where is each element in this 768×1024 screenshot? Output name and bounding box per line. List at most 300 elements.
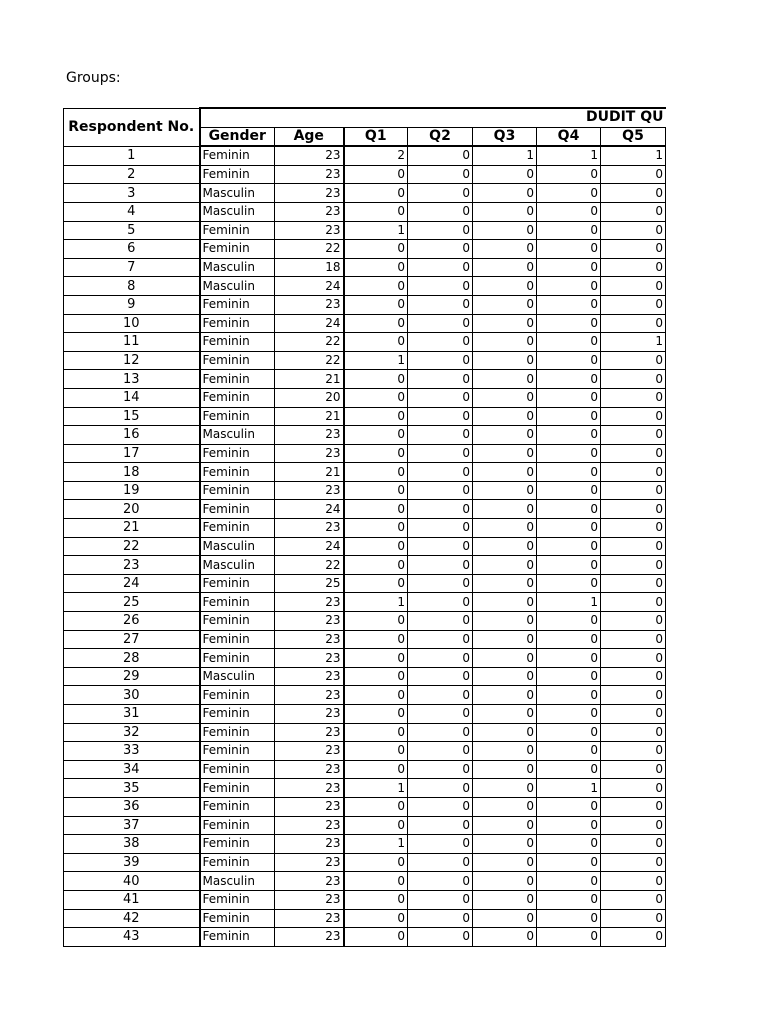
q2-cell: 0 — [408, 779, 473, 798]
respondent-no-cell: 12 — [64, 351, 200, 370]
table-row — [64, 240, 666, 259]
q3-cell: 0 — [473, 240, 537, 259]
q2-cell: 0 — [408, 816, 473, 835]
respondent-no-cell: 5 — [64, 221, 200, 240]
table-row — [64, 649, 666, 668]
q2-cell: 0 — [408, 667, 473, 686]
q1-cell: 0 — [344, 612, 408, 631]
age-cell: 21 — [275, 407, 344, 426]
q2-cell: 0 — [408, 612, 473, 631]
q2-cell: 0 — [408, 314, 473, 333]
q1-cell: 0 — [344, 519, 408, 538]
q4-cell: 0 — [537, 221, 601, 240]
table-row — [64, 407, 666, 426]
respondent-no-cell: 14 — [64, 388, 200, 407]
table-row — [64, 612, 666, 631]
groups-label: Groups: — [66, 70, 121, 86]
q5-cell: 0 — [601, 872, 666, 891]
q4-cell: 0 — [537, 407, 601, 426]
q5-cell: 0 — [601, 667, 666, 686]
q4-cell: 0 — [537, 909, 601, 928]
q5-cell: 0 — [601, 277, 666, 296]
q5-cell: 0 — [601, 537, 666, 556]
respondent-no-cell: 43 — [64, 928, 200, 947]
respondent-no-cell: 1 — [64, 146, 200, 165]
age-cell: 23 — [275, 667, 344, 686]
q3-cell: 0 — [473, 909, 537, 928]
q2-cell: 0 — [408, 556, 473, 575]
respondent-no-cell: 36 — [64, 797, 200, 816]
table-row — [64, 928, 666, 947]
q1-cell: 1 — [344, 779, 408, 798]
q4-cell: 0 — [537, 295, 601, 314]
respondent-no-cell: 25 — [64, 593, 200, 612]
q1-cell: 0 — [344, 295, 408, 314]
q5-cell: 0 — [601, 500, 666, 519]
q3-cell: 0 — [473, 333, 537, 352]
q3-cell: 0 — [473, 853, 537, 872]
q2-cell: 0 — [408, 463, 473, 482]
q1-cell: 0 — [344, 184, 408, 203]
respondent-no-cell: 15 — [64, 407, 200, 426]
q3-cell: 0 — [473, 816, 537, 835]
age-cell: 23 — [275, 649, 344, 668]
gender-cell: Feminin — [200, 444, 275, 463]
q4-cell: 0 — [537, 481, 601, 500]
q3-cell: 0 — [473, 184, 537, 203]
q1-cell: 0 — [344, 426, 408, 445]
table-row — [64, 537, 666, 556]
q5-cell: 0 — [601, 184, 666, 203]
q3-cell: 0 — [473, 221, 537, 240]
gender-cell: Feminin — [200, 351, 275, 370]
q1-cell: 2 — [344, 146, 408, 165]
age-cell: 23 — [275, 481, 344, 500]
q1-cell: 0 — [344, 444, 408, 463]
age-cell: 23 — [275, 202, 344, 221]
q1-cell: 0 — [344, 500, 408, 519]
q1-cell: 0 — [344, 388, 408, 407]
gender-cell: Feminin — [200, 909, 275, 928]
respondent-no-cell: 32 — [64, 723, 200, 742]
q3-cell: 0 — [473, 519, 537, 538]
gender-cell: Masculin — [200, 556, 275, 575]
q4-cell: 0 — [537, 277, 601, 296]
gender-cell: Feminin — [200, 928, 275, 947]
age-cell: 23 — [275, 295, 344, 314]
gender-cell: Feminin — [200, 574, 275, 593]
q4-cell: 0 — [537, 890, 601, 909]
q4-cell: 0 — [537, 686, 601, 705]
q3-cell: 0 — [473, 295, 537, 314]
q3-cell: 0 — [473, 630, 537, 649]
q5-cell: 0 — [601, 816, 666, 835]
table-row — [64, 556, 666, 575]
q2-cell: 0 — [408, 426, 473, 445]
q1-cell: 1 — [344, 221, 408, 240]
q1-cell: 0 — [344, 928, 408, 947]
q2-cell: 0 — [408, 928, 473, 947]
gender-cell: Feminin — [200, 760, 275, 779]
respondent-no-cell: 41 — [64, 890, 200, 909]
table-row — [64, 295, 666, 314]
q3-cell: 0 — [473, 760, 537, 779]
q3-cell: 0 — [473, 407, 537, 426]
q1-cell: 0 — [344, 202, 408, 221]
q5-cell: 0 — [601, 593, 666, 612]
q5-cell: 0 — [601, 258, 666, 277]
q4-cell: 0 — [537, 388, 601, 407]
q5-cell: 0 — [601, 705, 666, 724]
gender-cell: Feminin — [200, 370, 275, 389]
respondent-no-cell: 11 — [64, 333, 200, 352]
q1-cell: 0 — [344, 909, 408, 928]
header-q4: Q4 — [537, 127, 601, 146]
gender-cell: Masculin — [200, 537, 275, 556]
q3-cell: 0 — [473, 705, 537, 724]
respondent-no-cell: 17 — [64, 444, 200, 463]
q3-cell: 0 — [473, 779, 537, 798]
table-row — [64, 463, 666, 482]
q2-cell: 0 — [408, 519, 473, 538]
gender-cell: Feminin — [200, 481, 275, 500]
respondent-no-cell: 9 — [64, 295, 200, 314]
q5-cell: 0 — [601, 612, 666, 631]
respondent-no-cell: 13 — [64, 370, 200, 389]
table-row — [64, 686, 666, 705]
q4-cell: 0 — [537, 165, 601, 184]
age-cell: 23 — [275, 221, 344, 240]
age-cell: 23 — [275, 146, 344, 165]
q1-cell: 0 — [344, 630, 408, 649]
gender-cell: Masculin — [200, 277, 275, 296]
respondent-no-cell: 24 — [64, 574, 200, 593]
q5-cell: 0 — [601, 574, 666, 593]
q1-cell: 0 — [344, 537, 408, 556]
q3-cell: 0 — [473, 258, 537, 277]
gender-cell: Feminin — [200, 686, 275, 705]
respondent-no-cell: 3 — [64, 184, 200, 203]
table-row — [64, 202, 666, 221]
respondent-no-cell: 21 — [64, 519, 200, 538]
q3-cell: 0 — [473, 556, 537, 575]
table-row — [64, 277, 666, 296]
respondent-no-cell: 19 — [64, 481, 200, 500]
q2-cell: 0 — [408, 723, 473, 742]
gender-cell: Masculin — [200, 202, 275, 221]
q1-cell: 0 — [344, 853, 408, 872]
respondent-no-cell: 38 — [64, 835, 200, 854]
header-q3: Q3 — [473, 127, 537, 146]
q3-cell: 0 — [473, 928, 537, 947]
q3-cell: 1 — [473, 146, 537, 165]
header-respondent-no: Respondent No. — [64, 108, 200, 146]
table-row — [64, 890, 666, 909]
q5-cell: 0 — [601, 760, 666, 779]
q5-cell: 0 — [601, 388, 666, 407]
table-row — [64, 519, 666, 538]
table-row — [64, 444, 666, 463]
gender-cell: Feminin — [200, 742, 275, 761]
q3-cell: 0 — [473, 277, 537, 296]
q5-cell: 0 — [601, 519, 666, 538]
respondent-no-cell: 10 — [64, 314, 200, 333]
q4-cell: 0 — [537, 723, 601, 742]
q2-cell: 0 — [408, 649, 473, 668]
q4-cell: 0 — [537, 556, 601, 575]
respondent-no-cell: 28 — [64, 649, 200, 668]
q4-cell: 0 — [537, 463, 601, 482]
q4-cell: 0 — [537, 184, 601, 203]
q3-cell: 0 — [473, 890, 537, 909]
q4-cell: 0 — [537, 649, 601, 668]
q3-cell: 0 — [473, 649, 537, 668]
age-cell: 23 — [275, 742, 344, 761]
q1-cell: 0 — [344, 370, 408, 389]
table-row — [64, 835, 666, 854]
header-age: Age — [275, 127, 344, 146]
q5-cell: 0 — [601, 351, 666, 370]
age-cell: 22 — [275, 333, 344, 352]
respondent-no-cell: 30 — [64, 686, 200, 705]
table-row — [64, 388, 666, 407]
age-cell: 22 — [275, 556, 344, 575]
q2-cell: 0 — [408, 165, 473, 184]
respondent-no-cell: 7 — [64, 258, 200, 277]
age-cell: 23 — [275, 444, 344, 463]
respondent-no-cell: 18 — [64, 463, 200, 482]
q5-cell: 0 — [601, 202, 666, 221]
respondent-no-cell: 37 — [64, 816, 200, 835]
q4-cell: 1 — [537, 146, 601, 165]
q2-cell: 0 — [408, 574, 473, 593]
respondent-no-cell: 29 — [64, 667, 200, 686]
table-row — [64, 165, 666, 184]
q1-cell: 0 — [344, 240, 408, 259]
q2-cell: 0 — [408, 797, 473, 816]
gender-cell: Masculin — [200, 426, 275, 445]
q3-cell: 0 — [473, 426, 537, 445]
age-cell: 24 — [275, 314, 344, 333]
respondent-no-cell: 33 — [64, 742, 200, 761]
q5-cell: 0 — [601, 630, 666, 649]
q3-cell: 0 — [473, 667, 537, 686]
q3-cell: 0 — [473, 835, 537, 854]
respondent-no-cell: 23 — [64, 556, 200, 575]
q5-cell: 0 — [601, 426, 666, 445]
header-q1: Q1 — [344, 127, 408, 146]
q3-cell: 0 — [473, 612, 537, 631]
q1-cell: 0 — [344, 667, 408, 686]
table-row — [64, 816, 666, 835]
q2-cell: 0 — [408, 202, 473, 221]
q4-cell: 0 — [537, 705, 601, 724]
q3-cell: 0 — [473, 388, 537, 407]
gender-cell: Masculin — [200, 872, 275, 891]
age-cell: 24 — [275, 500, 344, 519]
q1-cell: 0 — [344, 649, 408, 668]
age-cell: 23 — [275, 519, 344, 538]
q1-cell: 1 — [344, 351, 408, 370]
q1-cell: 0 — [344, 165, 408, 184]
q5-cell: 0 — [601, 779, 666, 798]
q4-cell: 0 — [537, 574, 601, 593]
q3-cell: 0 — [473, 370, 537, 389]
q3-cell: 0 — [473, 686, 537, 705]
age-cell: 22 — [275, 240, 344, 259]
q1-cell: 0 — [344, 277, 408, 296]
gender-cell: Masculin — [200, 667, 275, 686]
q5-cell: 0 — [601, 649, 666, 668]
gender-cell: Feminin — [200, 146, 275, 165]
q5-cell: 1 — [601, 146, 666, 165]
age-cell: 23 — [275, 686, 344, 705]
gender-cell: Feminin — [200, 835, 275, 854]
q5-cell: 0 — [601, 928, 666, 947]
q5-cell: 0 — [601, 481, 666, 500]
q4-cell: 0 — [537, 872, 601, 891]
q5-cell: 0 — [601, 295, 666, 314]
age-cell: 23 — [275, 426, 344, 445]
age-cell: 23 — [275, 630, 344, 649]
table-row — [64, 351, 666, 370]
gender-cell: Feminin — [200, 797, 275, 816]
q1-cell: 0 — [344, 816, 408, 835]
q4-cell: 0 — [537, 760, 601, 779]
respondent-no-cell: 40 — [64, 872, 200, 891]
q1-cell: 0 — [344, 797, 408, 816]
q2-cell: 0 — [408, 593, 473, 612]
q5-cell: 0 — [601, 314, 666, 333]
q5-cell: 0 — [601, 890, 666, 909]
age-cell: 23 — [275, 705, 344, 724]
header-q2: Q2 — [408, 127, 473, 146]
respondent-no-cell: 6 — [64, 240, 200, 259]
gender-cell: Feminin — [200, 519, 275, 538]
q5-cell: 0 — [601, 240, 666, 259]
age-cell: 25 — [275, 574, 344, 593]
q3-cell: 0 — [473, 202, 537, 221]
age-cell: 23 — [275, 593, 344, 612]
q3-cell: 0 — [473, 314, 537, 333]
table-row — [64, 184, 666, 203]
q4-cell: 0 — [537, 928, 601, 947]
q5-cell: 0 — [601, 221, 666, 240]
dudit-table — [63, 107, 666, 947]
gender-cell: Feminin — [200, 779, 275, 798]
q1-cell: 0 — [344, 890, 408, 909]
table-row — [64, 667, 666, 686]
q3-cell: 0 — [473, 463, 537, 482]
q2-cell: 0 — [408, 909, 473, 928]
q4-cell: 0 — [537, 630, 601, 649]
q4-cell: 0 — [537, 500, 601, 519]
gender-cell: Feminin — [200, 333, 275, 352]
q3-cell: 0 — [473, 351, 537, 370]
q5-cell: 0 — [601, 556, 666, 575]
table-row — [64, 314, 666, 333]
q3-cell: 0 — [473, 574, 537, 593]
gender-cell: Feminin — [200, 221, 275, 240]
table-row — [64, 853, 666, 872]
age-cell: 23 — [275, 835, 344, 854]
age-cell: 22 — [275, 351, 344, 370]
q1-cell: 0 — [344, 463, 408, 482]
age-cell: 23 — [275, 816, 344, 835]
age-cell: 23 — [275, 872, 344, 891]
gender-cell: Feminin — [200, 612, 275, 631]
q2-cell: 0 — [408, 537, 473, 556]
age-cell: 23 — [275, 723, 344, 742]
gender-cell: Feminin — [200, 630, 275, 649]
gender-cell: Feminin — [200, 388, 275, 407]
age-cell: 24 — [275, 537, 344, 556]
table-row — [64, 500, 666, 519]
table-row — [64, 909, 666, 928]
q2-cell: 0 — [408, 277, 473, 296]
q2-cell: 0 — [408, 444, 473, 463]
gender-cell: Feminin — [200, 593, 275, 612]
q4-cell: 0 — [537, 351, 601, 370]
q4-cell: 0 — [537, 258, 601, 277]
q2-cell: 0 — [408, 184, 473, 203]
q2-cell: 0 — [408, 221, 473, 240]
header-gender: Gender — [200, 127, 275, 146]
gender-cell: Feminin — [200, 723, 275, 742]
q3-cell: 0 — [473, 481, 537, 500]
q3-cell: 0 — [473, 500, 537, 519]
q5-cell: 0 — [601, 797, 666, 816]
q5-cell: 0 — [601, 686, 666, 705]
respondent-no-cell: 39 — [64, 853, 200, 872]
q2-cell: 0 — [408, 240, 473, 259]
q2-cell: 0 — [408, 481, 473, 500]
q2-cell: 0 — [408, 630, 473, 649]
q2-cell: 0 — [408, 853, 473, 872]
table-row — [64, 872, 666, 891]
table-row — [64, 797, 666, 816]
age-cell: 23 — [275, 890, 344, 909]
respondent-no-cell: 22 — [64, 537, 200, 556]
q3-cell: 0 — [473, 537, 537, 556]
gender-cell: Masculin — [200, 184, 275, 203]
gender-cell: Feminin — [200, 853, 275, 872]
q4-cell: 0 — [537, 742, 601, 761]
q5-cell: 0 — [601, 742, 666, 761]
q2-cell: 0 — [408, 742, 473, 761]
header-dudit-banner: DUDIT QU — [200, 108, 666, 127]
age-cell: 23 — [275, 760, 344, 779]
q1-cell: 0 — [344, 258, 408, 277]
age-cell: 23 — [275, 612, 344, 631]
q4-cell: 0 — [537, 816, 601, 835]
q1-cell: 0 — [344, 333, 408, 352]
q2-cell: 0 — [408, 890, 473, 909]
q2-cell: 0 — [408, 388, 473, 407]
age-cell: 23 — [275, 797, 344, 816]
q5-cell: 0 — [601, 463, 666, 482]
q5-cell: 0 — [601, 909, 666, 928]
table-row — [64, 481, 666, 500]
table-row — [64, 333, 666, 352]
gender-cell: Masculin — [200, 258, 275, 277]
q1-cell: 1 — [344, 593, 408, 612]
age-cell: 23 — [275, 853, 344, 872]
q1-cell: 0 — [344, 705, 408, 724]
table-row — [64, 742, 666, 761]
q4-cell: 0 — [537, 853, 601, 872]
gender-cell: Feminin — [200, 816, 275, 835]
